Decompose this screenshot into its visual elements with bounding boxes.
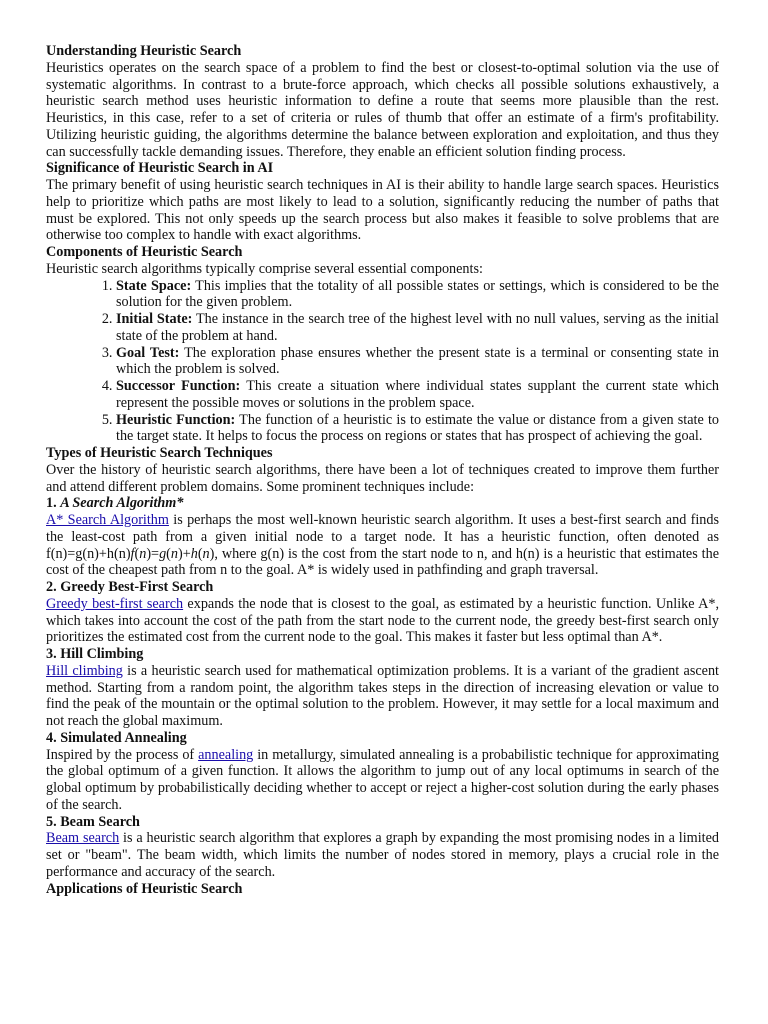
components-list (46, 278, 719, 446)
formula-f: f (130, 545, 135, 562)
list-item (116, 378, 719, 412)
paragraph-significance: The primary benefit of using heuristic search techniques in AI is their ability to handle large search spaces. Heuristics help to prioritize which paths are most likely to lead to a solution, significantly reducing the number of paths that must be explored. This not only speeds up the search process but also makes it feasible to solve problems that are otherwise too complex to handle with exact algorithms. (46, 177, 719, 244)
document-body (46, 43, 719, 897)
formula-h: h (190, 545, 198, 562)
paragraph-hill-climbing (46, 663, 719, 730)
paragraph-greedy (46, 596, 719, 646)
component-desc: This create a situation where individual states supplant the current state which represent the possible moves or solutions in the problem space. (116, 378, 720, 411)
paragraph-annealing (46, 747, 719, 814)
heading-annealing: 4. Simulated Annealing (46, 729, 187, 746)
greedy-text: expands the node that is closest to the goal, as estimated by a heuristic function. Unlike A*, which takes into account the cost of the path from the start node to the current node, the greedy best-first search only prioritizes the estimated cost from the current node to the goal. This makes it faster but less optimal than A*. (46, 595, 719, 646)
beam-text: is a heuristic search algorithm that explores a graph by expanding the most promising nodes in a limited set or "beam". The beam width, which limits the number of nodes stored in memory, plays a crucial role in the performance and accuracy of the search. (46, 830, 719, 880)
formula-close: ) (209, 545, 215, 562)
component-desc: The exploration phase ensures whether the present state is a terminal or consenting state in which the problem is solved. (116, 344, 719, 378)
link-astar[interactable]: A* Search Algorithm (46, 512, 169, 528)
formula-paren: ( (197, 545, 203, 562)
list-item (116, 311, 719, 345)
paragraph-types-intro: Over the history of heuristic search algorithms, there have been a lot of techniques created to improve them further and attend different problem domains. Some prominent techniques include: (46, 461, 719, 495)
component-term: Successor Function: (116, 378, 241, 394)
astar-text-2: , where g(n) is the cost from the start node to n, and h(n) is a heuristic that estimates the cost of the cheapest path from n to the goal. A* is widely used in pathfinding and graph traversal. (46, 545, 719, 579)
list-item (116, 278, 719, 312)
link-greedy[interactable]: Greedy best-first search (46, 595, 184, 612)
annealing-pre: Inspired by the process of (46, 746, 199, 763)
component-term: Heuristic Function: (116, 411, 236, 428)
formula-n: n (139, 545, 147, 562)
paragraph-astar (46, 512, 719, 579)
heading-types: Types of Heuristic Search Techniques (46, 445, 273, 461)
paragraph-beam-search (46, 830, 719, 880)
heading-significance: Significance of Heuristic Search in AI (46, 160, 274, 177)
paragraph-understanding: Heuristics operates on the search space of a problem to find the best or closest-to-optimal solution via the use of systematic algorithms. In contrast to a brute-force approach, which checks all possible solutions exhaustively, a heuristic search method uses heuristic information to define a route that seems more plausible than the rest. Heuristics, in this case, refer to a set of criteria or rules of thumb that offer an estimate of a firm's profitability. Utilizing heuristic guiding, the algorithms determine the balance between exploration and exploitation, and thus they can successfully tackle demanding issues. Therefore, they enable an efficient solution finding process. (46, 59, 719, 160)
annealing-text: in metallurgy, simulated annealing is a probabilistic technique for approximating the global optimum of a given function. It allows the algorithm to jump out of any local optimums in search of the global optimum by probabilistically deciding whether to accept or reject a higher-cost solution during the early phases of the search. (46, 746, 719, 813)
heading-astar-title: A Search Algorithm* (60, 495, 184, 512)
paragraph-components-intro: Heuristic search algorithms typically comprise several essential components: (46, 260, 483, 277)
formula-n: n (202, 545, 210, 562)
component-term: Initial State: (116, 311, 193, 327)
component-desc: The instance in the search tree of the highest level with no null values, serving as the initial state of the problem at hand. (116, 311, 719, 344)
heading-greedy: 2. Greedy Best-First Search (46, 579, 214, 595)
hill-text: is a heuristic search used for mathematical optimization problems. It is a variant of the gradient ascent method. Starting from a random point, the algorithm takes steps in the direction of increasing elevation or value to find the peak of the mountain or the optimal solution to the problem. However, it may settle for a local maximum and not reach the global maximum. (46, 662, 719, 729)
link-beam-search[interactable]: Beam search (46, 830, 120, 847)
formula-n: n (170, 545, 178, 562)
formula-paren: ( (134, 545, 140, 562)
heading-applications: Applications of Heuristic Search (46, 880, 243, 897)
list-item (116, 345, 719, 379)
heading-astar (46, 495, 719, 512)
component-term: Goal Test: (116, 344, 180, 361)
heading-understanding: Understanding Heuristic Search (46, 43, 242, 59)
formula-plus: )+ (177, 545, 191, 562)
heading-astar-number: 1. (46, 495, 61, 512)
formula-g: g (159, 545, 167, 562)
astar-text-1: is perhaps the most well-known heuristic search algorithm. It uses a best-first search and finds the least-cost path from a given initial node to a target node. It has a heuristic function, often denoted as f(n)=g(n)+h(n) (46, 512, 719, 562)
heading-hill-climbing: 3. Hill Climbing (46, 646, 144, 662)
link-hill-climbing[interactable]: Hill climbing (46, 662, 123, 679)
component-term: State Space: (116, 277, 192, 294)
formula-eq: )= (146, 545, 160, 562)
component-desc: The function of a heuristic is to estimate the value or distance from a given state to the target state. It helps to focus the process on regions or states that has prospect of achieving the goal. (116, 411, 719, 445)
link-annealing[interactable]: annealing (198, 746, 254, 763)
formula-paren: ( (166, 545, 171, 562)
list-item (116, 412, 719, 446)
heading-components: Components of Heuristic Search (46, 244, 243, 260)
heading-beam-search: 5. Beam Search (46, 813, 140, 830)
component-desc: This implies that the totality of all possible states or settings, which is considered to be the solution for the given problem. (116, 277, 719, 311)
